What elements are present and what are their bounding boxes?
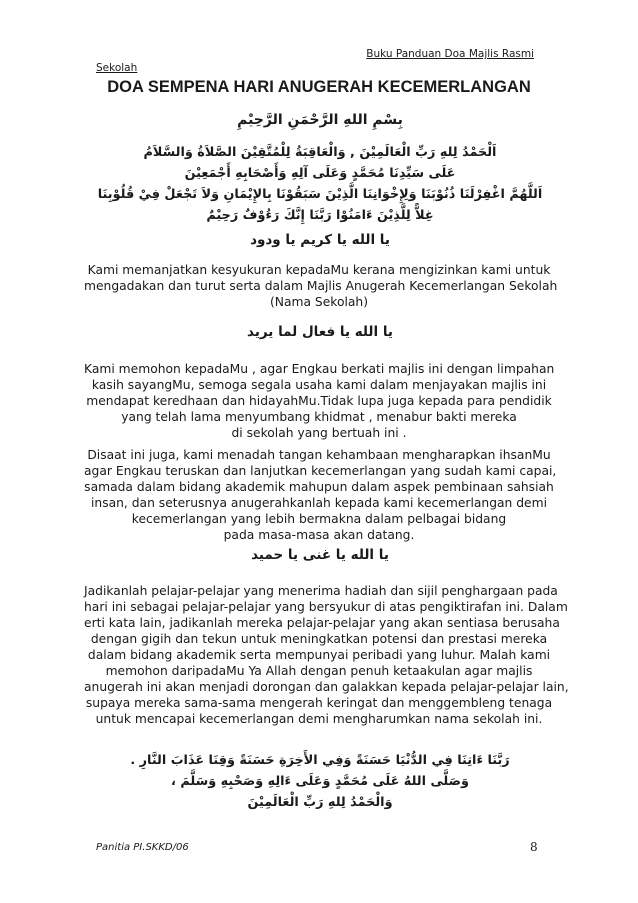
paragraph-line: erti kata lain, jadikanlah mereka pelajar-pelajar yang akan sentiasa berusaha	[84, 616, 560, 630]
opening-line: عَلَى سَيِّدِنَا مُحَمَّدٍ وَعَلَى آلِهِ وَأَصْحَابِهِ أَجْمَعِيْنَ	[184, 166, 456, 181]
page-number: 8	[530, 840, 538, 854]
closing-line: وَالْحَمْدُ لِلهِ رَبِّ الْعَالَمِيْنَ	[247, 795, 393, 810]
paragraph-line: dalam bidang akademik serta mempunyai peribadi yang luhur. Malah kami	[87, 648, 551, 662]
paragraph-line: untuk mencapai kecemerlangan demi mengharumkan nama sekolah ini.	[95, 712, 543, 726]
paragraph-line: di sekolah yang bertuah ini .	[231, 426, 407, 440]
opening-line: اَلْحَمْدُ لِلهِ رَبِّ الْعَالَمِيْنَ , وَالْعَاقِبَةُ لِلْمُتَّقِيْنَ الصَّلاَةُ وَالسَّلاَمُ	[143, 145, 497, 160]
page-header	[96, 48, 536, 78]
invocation-heading-1: يا الله يا كريم يا ودود	[250, 232, 390, 248]
paragraph-line: insan, dan seterusnya anugerahkanlah kepada kami kecemerlangan demi	[90, 496, 548, 510]
footer-committee-code: Panitia PI.SKKD/06	[96, 842, 189, 853]
paragraph-line: hari ini sebagai pelajar-pelajar yang bersyukur di atas pengiktirafan ini. Dalam	[84, 600, 568, 614]
invocation-heading-2: يا الله يا فعال لما يريد	[247, 324, 393, 340]
paragraph-line: (Nama Sekolah)	[269, 295, 369, 309]
header-book-title: Buku Panduan Doa Majlis Rasmi	[366, 48, 534, 60]
paragraph-line: mengadakan dan turut serta dalam Majlis Anugerah Kecemerlangan Sekolah	[84, 279, 558, 293]
paragraph-line: pada masa-masa akan datang.	[223, 528, 415, 542]
paragraph-3	[84, 447, 557, 543]
paragraph-line: dengan gigih dan tekun untuk meningkatkan potensi dan prestasi mereka	[90, 632, 548, 646]
paragraph-line: Kami memohon kepadaMu , agar Engkau berkati majlis ini dengan limpahan	[84, 362, 555, 376]
opening-prayer	[60, 142, 580, 226]
paragraph-line: samada dalam bidang akademik mahupun dalam aspek pembinaan sahsiah	[84, 480, 554, 494]
paragraph-line: yang telah lama menyumbang khidmat , menabur bakti mereka	[121, 410, 517, 424]
paragraph-line: agar Engkau teruskan dan lanjutkan kecemerlangan yang sudah kami capai,	[84, 464, 557, 478]
paragraph-1	[84, 262, 558, 310]
closing-line: رَبَّنَا ءَاتِنَا فِي الدُّنْيَا حَسَنَةً وَفِي الأَخِرَةِ حَسَنَةً وَقِنَا عَذَابَ النَّارِ .	[130, 753, 510, 768]
paragraph-line: kecemerlangan yang lebih bermakna dalam pelbagai bidang	[131, 512, 507, 526]
basmala: بِسْمِ اللهِ الرَّحْمَنِ الرَّحِيْمِ	[237, 112, 403, 128]
closing-prayer	[60, 750, 580, 813]
paragraph-4	[84, 583, 569, 727]
paragraph-line: Kami memanjatkan kesyukuran kepadaMu kerana mengizinkan kami untuk	[87, 263, 551, 277]
opening-line: غِلاًّ لِلَّذِيْنَ ءَامَنُوْا رَبَّنَا إِنَّكَ رَءُوْفٌ رَحِيْمٌ	[206, 208, 434, 223]
paragraph-line: anugerah ini akan menjadi dorongan dan galakkan kepada pelajar-pelajar lain,	[84, 680, 569, 694]
paragraph-line: Jadikanlah pelajar-pelajar yang menerima hadiah dan sijil penghargaan pada	[84, 584, 558, 598]
closing-line: وَصَلَّى اللهُ عَلَى مُحَمَّدٍ وَعَلَى ءَالِهِ وَصَحْبِهِ وَسَلَّمَ ،	[171, 774, 469, 789]
paragraph-line: mendapat keredhaan dan hidayahMu.Tidak lupa juga kepada para pendidik	[86, 394, 552, 408]
header-book-title-continued: Sekolah	[96, 62, 138, 74]
opening-line: اَللَّهُمَّ اغْفِرْلَنَا ذُنُوْبَنَا وَلِإِخْوَانِنَا الَّذِيْنَ سَبَقُوْنَا بِالإِيْمَانِ وَلاَ تَجْعَلْ فِيْ قُلُوْبِنَا	[97, 187, 543, 202]
document-title: DOA SEMPENA HARI ANUGERAH KECEMERLANGAN	[107, 78, 531, 96]
paragraph-line: memohon daripadaMu Ya Allah dengan penuh ketaakulan agar majlis	[105, 664, 533, 678]
paragraph-line: kasih sayangMu, semoga segala usaha kami dalam menjayakan majlis ini	[91, 378, 547, 392]
paragraph-line: supaya mereka sama-sama mengerah keringat dan menggembleng tenaga	[85, 696, 553, 710]
invocation-heading-3: يا الله يا غنى يا حميد	[251, 547, 389, 563]
paragraph-line: Disaat ini juga, kami menadah tangan kehambaan mengharapkan ihsanMu	[87, 448, 551, 462]
paragraph-2	[84, 361, 554, 441]
